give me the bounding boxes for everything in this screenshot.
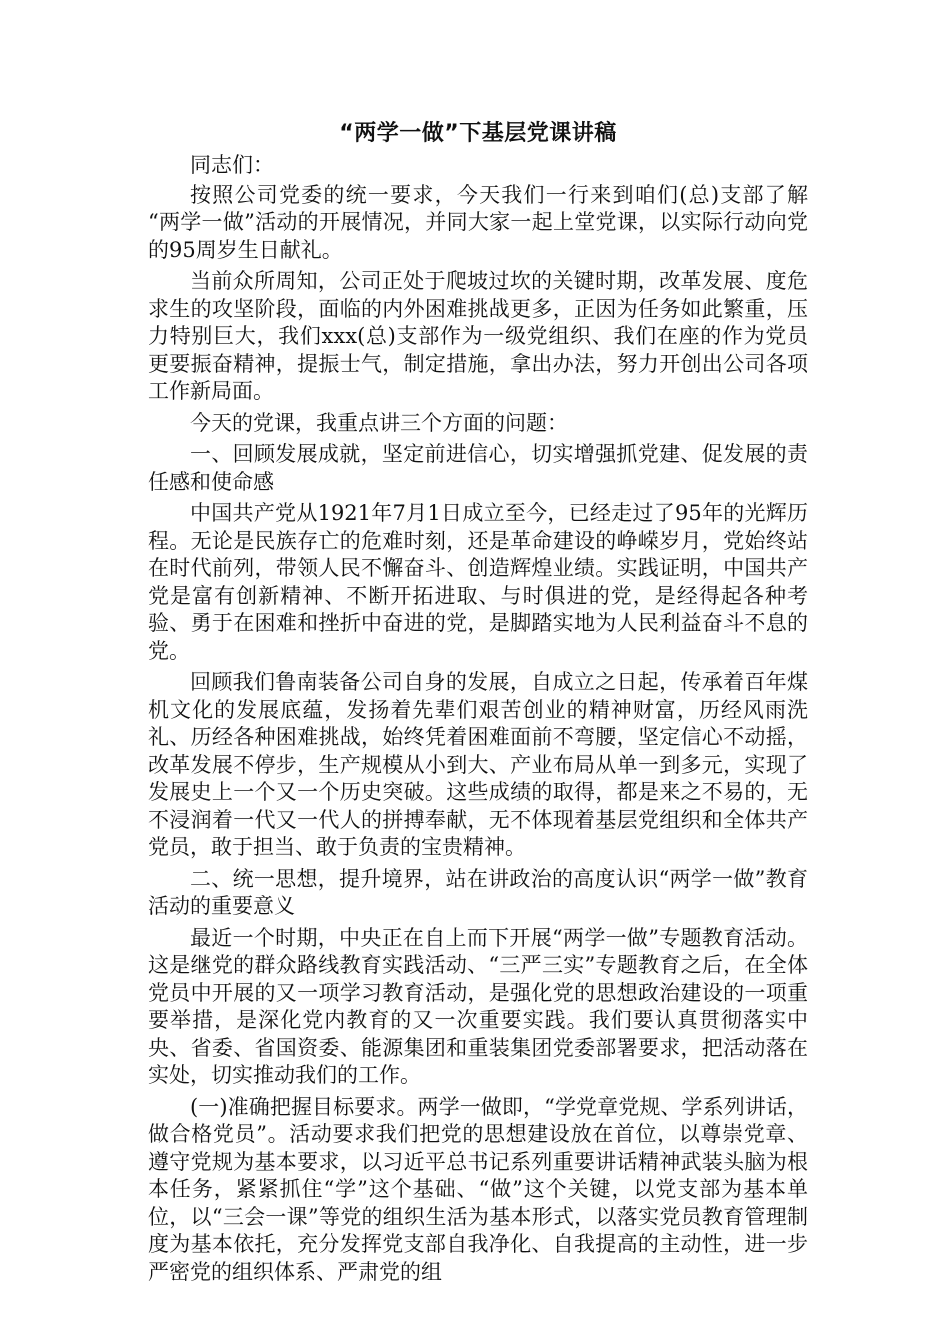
paragraph-current-situation: 当前众所周知，公司正处于爬坡过坎的关键时期，改革发展、度危求生的攻坚阶段，面临的内外困难挑战更多，正因为任务如此繁重，压力特别巨大，我们xxx(总)支部作为一级党组织、我们在座的作为党员更要振奋精神，提振士气，制定措施，拿出办法，努力开创出公司各项工作新局面。 bbox=[148, 269, 808, 403]
paragraph-company-history: 回顾我们鲁南装备公司自身的发展，自成立之日起，传承着百年煤机文化的发展底蕴，发扬着先辈们艰苦创业的精神财富，历经风雨洗礼、历经各种困难挑战，始终凭着困难面前不弯腰，坚定信心不动摇，改革发展不停步，生产规模从小到大、产业布局从单一到多元，实现了发展史上一个又一个历史突破。这些成绩的取得，都是来之不易的，无不浸润着一代又一代人的拼搏奉献，无不体现着基层党组织和全体共产党员，敢于担当、敢于负责的宝贵精神。 bbox=[148, 670, 808, 859]
paragraph-campaign-overview: 最近一个时期，中央正在自上而下开展“两学一做”专题教育活动。这是继党的群众路线教育实践活动、“三严三实”专题教育之后，在全体党员中开展的又一项学习教育活动，是强化党的思想政治建设的一项重要举措，是深化党内教育的又一次重要实践。我们要认真贯彻落实中央、省委、省国资委、能源集团和重装集团党委部署要求，把活动落在实处，切实推动我们的工作。 bbox=[148, 925, 808, 1087]
paragraph-outline: 今天的党课，我重点讲三个方面的问题： bbox=[190, 410, 568, 435]
document-page bbox=[148, 118, 808, 1290]
paragraph-salutation: 同志们： bbox=[190, 153, 274, 177]
paragraph-party-history: 中国共产党从1921年7月1日成立至今，已经走过了95年的光辉历程。无论是民族存亡的危难时刻，还是革命建设的峥嵘岁月，党始终站在时代前列，带领人民不懈奋斗、创造辉煌业绩。实践证明，中国共产党是富有创新精神、不断开拓进取、与时俱进的党，是经得起各种考验、勇于在困难和挫折中奋进的党，是脚踏实地为人民利益奋斗不息的党。 bbox=[148, 501, 808, 663]
document-title: “两学一做”下基层党课讲稿 bbox=[339, 121, 617, 146]
paragraph-introduction: 按照公司党委的统一要求，今天我们一行来到咱们(总)支部了解 “两学一做”活动的开展情况，并同大家一起上堂党课，以实际行动向党的95周岁生日献礼。 bbox=[148, 182, 808, 262]
paragraph-goals-requirements: (一)准确把握目标要求。两学一做即，“学党章党规、学系列讲话，做合格党员”。活动要求我们把党的思想建设放在首位，以尊崇党章、遵守党规为基本要求，以习近平总书记系列重要讲话精神武装头脑为根本任务，紧紧抓住“学”这个基础、“做”这个关键，以党支部为基本单位，以“三会一课”等党的组织生活为基本形式，以落实党员教育管理制度为基本依托，充分发挥党支部自我净化、自我提高的主动性，进一步严密党的组织体系、严肃党的组 bbox=[148, 1094, 808, 1284]
section-heading-1: 一、回顾发展成就，坚定前进信心，切实增强抓党建、促发展的责任感和使命感 bbox=[148, 442, 808, 494]
section-heading-2: 二、统一思想，提升境界，站在讲政治的高度认识“两学一做”教育活动的重要意义 bbox=[148, 866, 808, 918]
